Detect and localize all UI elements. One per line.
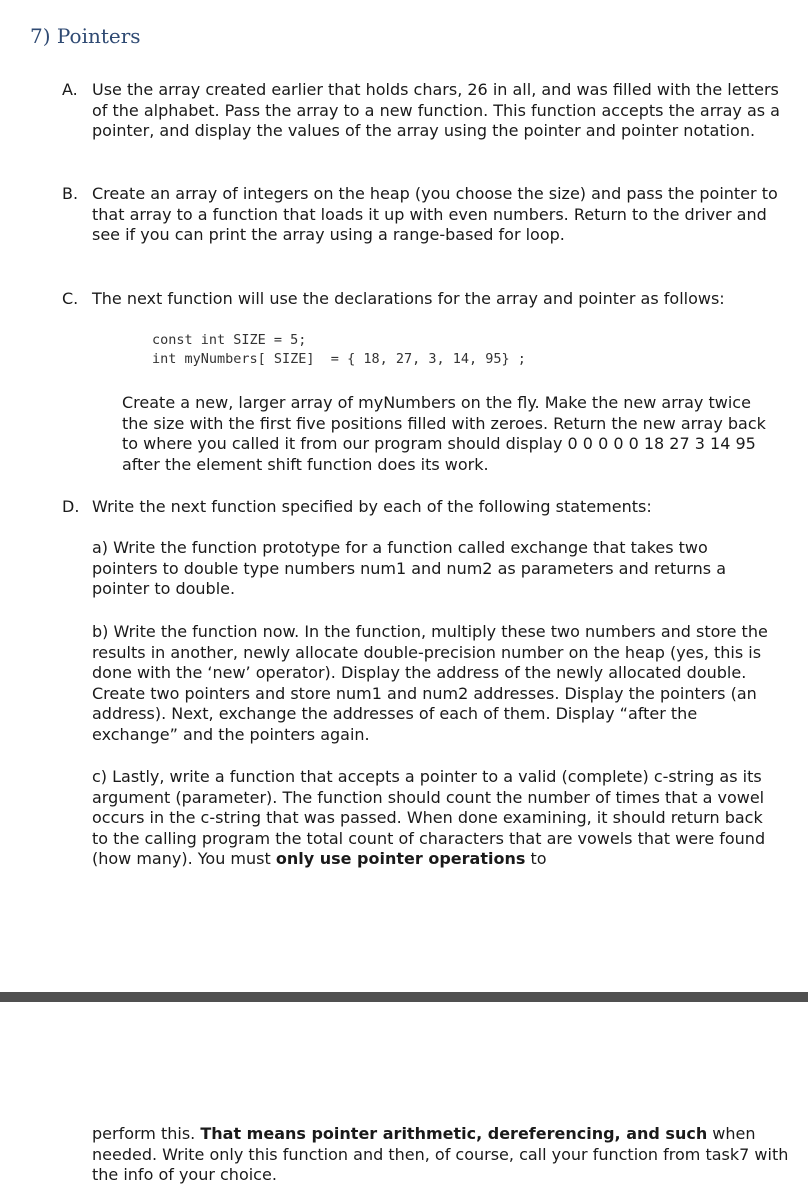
d-part-b: b) Write the function now. In the function, multiply these two numbers and store the results in another, newly allocate double-precision number on the heap (yes, this is done with the ‘new’ operator). Display the address of the newly allocated double. Create two pointers and store num1 and num2 addresses. Display the pointers (an address). Next, exchange the addresses of each of them. Display “after the exchange” and the pointers again. [92, 622, 768, 744]
continued-paragraph [92, 1124, 792, 1186]
d-part-c-text-1: c) Lastly, write a function that accepts a pointer to a valid (complete) c-string as its argument (parameter). The function should count the number of times that a vowel occurs in the c-string that was passed. When done examining, it should return back to the calling program the total count of characters that are vowels that were found (how many). You must [92, 767, 766, 868]
item-letter: A. [62, 80, 78, 99]
item-text: Create an array of integers on the heap (you choose the size) and pass the pointer to that array to a function that loads it up with even numbers. Return to the driver and see if you can print the array using a range-based for loop. [92, 184, 778, 244]
continued-bold: That means pointer arithmetic, dereferencing, and such [200, 1124, 708, 1143]
code-line-1: const int SIZE = 5; [152, 332, 307, 348]
item-letter: B. [62, 184, 79, 203]
section-heading: 7) Pointers [30, 24, 141, 48]
d-part-c-text-2: to [525, 849, 547, 868]
code-line-2: int myNumbers[ SIZE] = { 18, 27, 3, 14, 95} ; [152, 351, 526, 367]
item-text: Write the next function specified by each of the following statements: [92, 497, 652, 516]
page-divider [0, 992, 808, 1002]
item-text: The next function will use the declarations for the array and pointer as follows: [92, 289, 725, 308]
d-part-c-bold: only use pointer operations [275, 849, 526, 868]
c-paragraph: Create a new, larger array of myNumbers on the fly. Make the new array twice the size with the first five positions filled with zeroes. Return the new array back to where you called it from our program should display 0 0 0 0 0 18 27 3 14 95 after the element shift function does its work. [122, 393, 766, 474]
item-text: Use the array created earlier that holds chars, 26 in all, and was filled with the letters of the alphabet. Pass the array to a new function. This function accepts the array as a pointer, and display the values of the array using the pointer and pointer notation. [92, 80, 780, 140]
item-letter: D. [62, 497, 80, 516]
d-part-c [92, 767, 782, 870]
continued-text-1: perform this. [92, 1124, 201, 1143]
item-letter: C. [62, 289, 79, 308]
d-part-a: a) Write the function prototype for a function called exchange that takes two pointers to double type numbers num1 and num2 as parameters and returns a pointer to double. [92, 538, 727, 598]
continued-text-2: when needed. Write only this function and then, of course, call your function from task7 with the info of your choice. [92, 1124, 789, 1184]
